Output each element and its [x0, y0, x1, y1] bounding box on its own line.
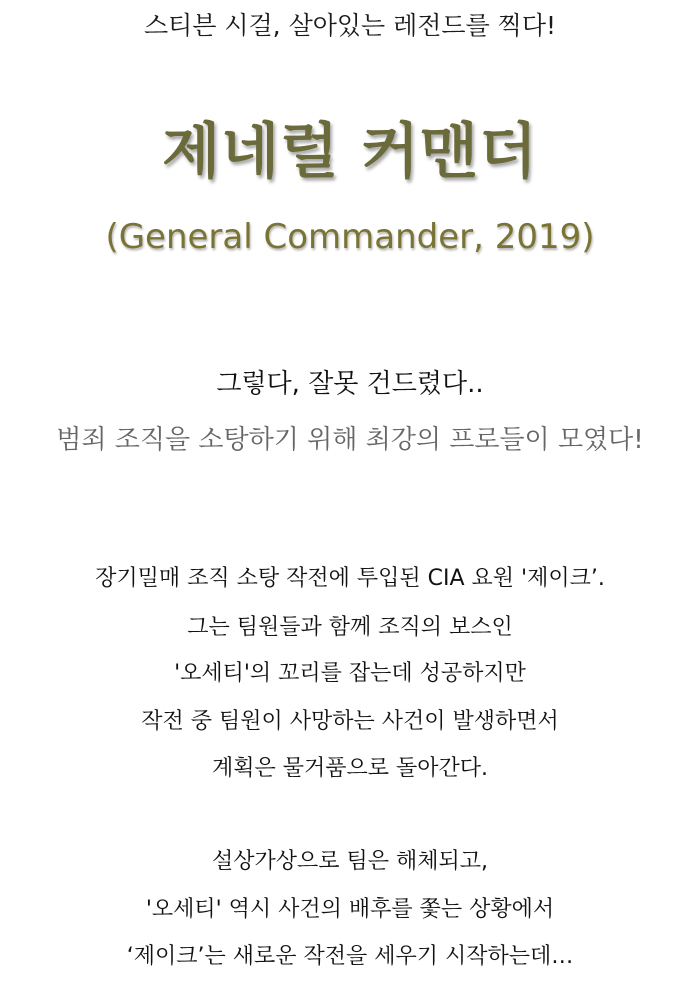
synopsis-p2-line-3: ‘제이크’는 새로운 작전을 세우기 시작하는데…	[126, 944, 574, 969]
tagline: 스티븐 시걸, 살아있는 레전드를 찍다!	[143, 11, 556, 40]
hook-line-1: 그렇다, 잘못 건드렸다..	[216, 369, 484, 399]
synopsis-p2-line-2: '오세티' 역시 사건의 배후를 쫓는 상황에서	[145, 897, 555, 922]
synopsis-p1-line-4: 작전 중 팀원이 사망하는 사건이 발생하면서	[141, 709, 559, 734]
hook-line-2: 범죄 조직을 소탕하기 위해 최강의 프로들이 모였다!	[56, 425, 644, 455]
movie-title-korean: 제네럴 커맨더	[162, 117, 538, 187]
synopsis-p2-line-1: 설상가상으로 팀은 해체되고,	[211, 849, 488, 874]
movie-title-english: (General Commander, 2019)	[105, 217, 595, 257]
synopsis-p1-line-3: '오세티'의 꼬리를 잡는데 성공하지만	[174, 661, 526, 686]
synopsis-p1-line-2: 그는 팀원들과 함께 조직의 보스인	[187, 615, 513, 640]
synopsis-p1-line-5: 계획은 물거품으로 돌아간다.	[211, 756, 488, 781]
synopsis-p1-line-1: 장기밀매 조직 소탕 작전에 투입된 CIA 요원 '제이크’.	[95, 566, 605, 591]
